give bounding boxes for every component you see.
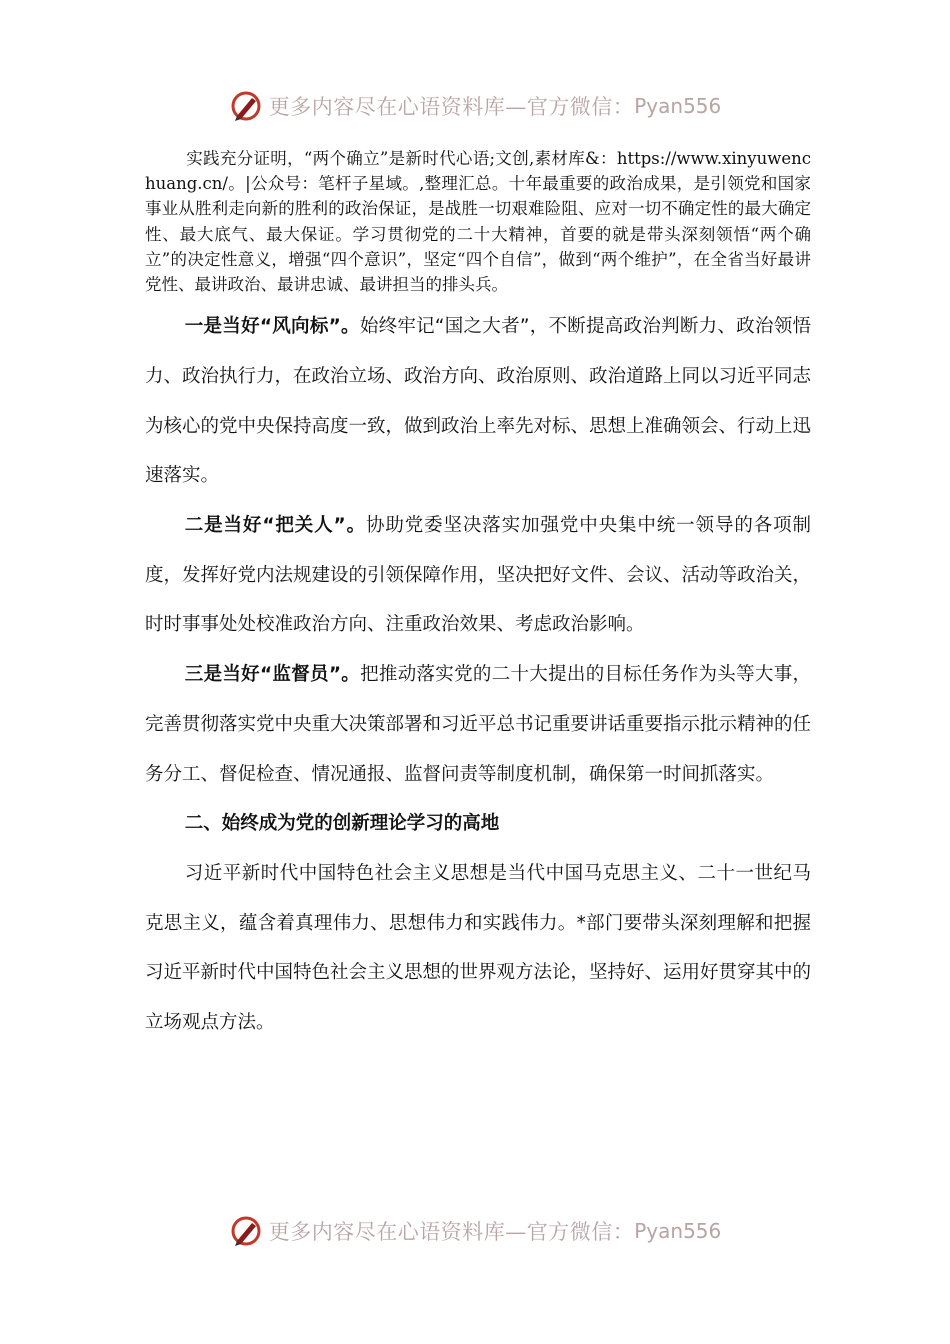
section-2-lead: 二是当好“把关人”。 [184, 515, 366, 537]
closing-paragraph: 习近平新时代中国特色社会主义思想是当代中国马克思主义、二十一世纪马克思主义，蕴含着真理伟力、思想伟力和实践伟力。*部门要带头深刻理解和把握习近平新时代中国特色社会主义思想的世界观方法论，坚持好、运用好贯穿其中的立场观点方法。 [145, 862, 812, 1034]
header-banner-text: 更多内容尽在心语资料库—官方微信： [268, 95, 635, 119]
section-2-paragraph [145, 501, 811, 650]
footer-banner-text: 更多内容尽在心语资料库—官方微信： [268, 1220, 635, 1244]
section-1-lead: 一是当好“风向标”。 [184, 316, 360, 338]
footer-banner-code: Pyan556 [634, 1219, 722, 1243]
header-banner-code: Pyan556 [634, 94, 722, 118]
section-1-body: 始终牢记“国之大者”，不断提高政治判断力、政治领悟力、政治执行力，在政治立场、政治方向、政治原则、政治道路上同以习近平同志为核心的党中央保持高度一致，做到政治上率先对标、思想上准确领会、行动上迅速落实。 [145, 316, 812, 487]
section-heading-2: 二、始终成为党的创新理论学习的高地 [184, 813, 500, 835]
document-body [145, 146, 811, 1048]
section-3-lead: 三是当好“监督员”。 [184, 664, 361, 686]
section-1-paragraph [145, 302, 811, 501]
section-2-body: 协助党委坚决落实加强党中央集中统一领导的各项制度，发挥好党内法规建设的引领保障作用，坚决把好文件、会议、活动等政治关，时时事事处处校准政治方向、注重政治效果、考虑政治影响。 [145, 515, 812, 636]
section-3-paragraph [145, 650, 811, 799]
footer-banner [0, 1211, 950, 1251]
header-banner [0, 86, 950, 126]
pen-logo-icon [229, 89, 263, 123]
intro-paragraph: 实践充分证明，“两个确立”是新时代心语;文创,素材库&：https://www.xinyuwenchuang.cn/。|公众号：笔杆子星域。,整理汇总。十年最重要的政治成果，是引领党和国家事业从胜利走向新的胜利的政治保证，是战胜一切艰难险阻、应对一切不确定性的最大确定性、最大底气、最大保证。学习贯彻党的二十大精神，首要的就是带头深刻领悟“两个确立”的决定性意义，增强“四个意识”，坚定“四个自信”，做到“两个维护”，在全省当好最讲党性、最讲政治、最讲忠诚、最讲担当的排头兵。 [145, 149, 811, 295]
pen-logo-icon [229, 1214, 263, 1248]
section-3-body: 把推动落实党的二十大提出的目标任务作为头等大事，完善贯彻落实党中央重大决策部署和习近平总书记重要讲话重要指示批示精神的任务分工、督促检查、情况通报、监督问责等制度机制，确保第一时间抓落实。 [145, 664, 812, 785]
